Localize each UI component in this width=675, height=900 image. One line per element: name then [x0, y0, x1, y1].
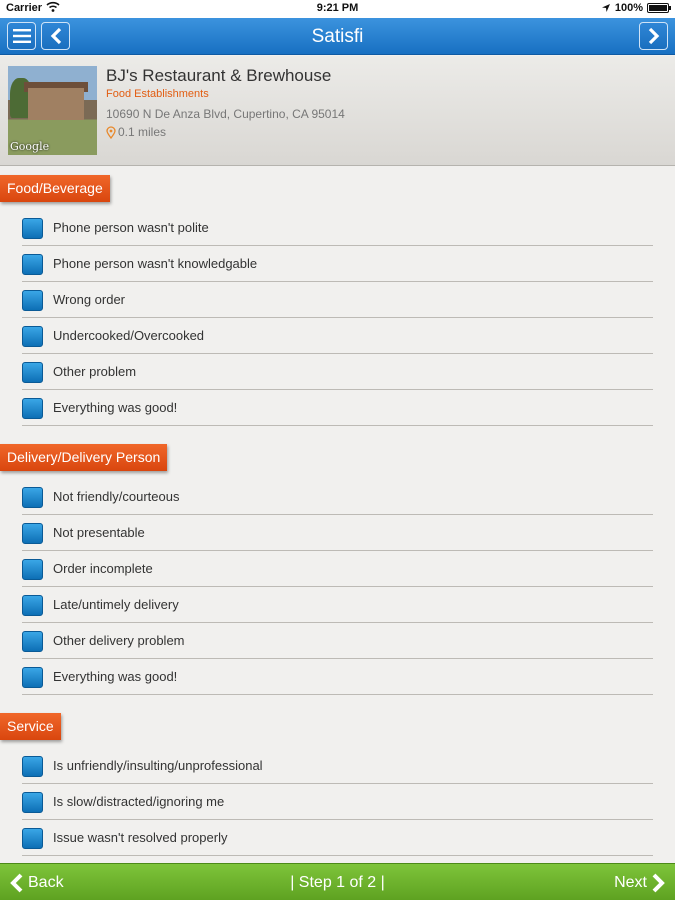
business-category: Food Establishments — [106, 88, 209, 100]
checkbox[interactable] — [22, 667, 43, 688]
checkbox[interactable] — [22, 398, 43, 419]
item-label: Everything was good! — [53, 400, 178, 415]
feedback-list[interactable] — [0, 166, 675, 863]
location-arrow-icon — [601, 3, 611, 13]
back-label: Back — [28, 874, 64, 891]
business-distance — [106, 125, 166, 139]
section-header-food-beverage: Food/Beverage — [0, 175, 110, 202]
page-title: Satisfi — [311, 26, 364, 47]
checkbox[interactable] — [22, 290, 43, 311]
list-item[interactable] — [22, 551, 653, 587]
list-item[interactable] — [22, 623, 653, 659]
next-label: Next — [614, 874, 647, 891]
nav-bar — [0, 18, 675, 55]
list-item[interactable] — [22, 784, 653, 820]
chevron-right-icon — [647, 27, 661, 45]
step-indicator: | Step 1 of 2 | — [290, 874, 385, 891]
list-item[interactable] — [22, 479, 653, 515]
list-item[interactable] — [22, 390, 653, 426]
next-button[interactable] — [614, 873, 667, 893]
battery-percent: 100% — [614, 2, 643, 14]
checkbox[interactable] — [22, 326, 43, 347]
item-label: Late/untimely delivery — [53, 597, 179, 612]
business-name: BJ's Restaurant & Brewhouse — [106, 66, 332, 85]
list-item[interactable] — [22, 748, 653, 784]
battery-status — [601, 2, 669, 14]
checkbox[interactable] — [22, 487, 43, 508]
chevron-right-icon — [651, 873, 667, 893]
item-label: Phone person wasn't polite — [53, 220, 209, 235]
map-pin-icon — [106, 126, 116, 139]
item-label: Other delivery problem — [53, 633, 185, 648]
checkbox[interactable] — [22, 254, 43, 275]
item-label: Not friendly/courteous — [53, 489, 180, 504]
list-item[interactable] — [22, 210, 653, 246]
bottom-nav-bar — [0, 863, 675, 900]
list-item[interactable] — [22, 282, 653, 318]
checkbox[interactable] — [22, 595, 43, 616]
distance-label: 0.1 miles — [118, 125, 167, 139]
section-header-delivery: Delivery/Delivery Person — [0, 444, 167, 471]
item-label: Other problem — [53, 364, 137, 379]
checkbox[interactable] — [22, 828, 43, 849]
list-item-partial[interactable] — [22, 856, 653, 863]
battery-icon — [647, 3, 669, 13]
business-header — [0, 56, 675, 166]
clock: 9:21 PM — [316, 2, 359, 14]
item-label: Is slow/distracted/ignoring me — [53, 794, 225, 809]
item-label: Wrong order — [53, 292, 126, 307]
checkbox[interactable] — [22, 218, 43, 239]
nav-forward-button[interactable] — [639, 22, 668, 50]
checkbox[interactable] — [22, 756, 43, 777]
item-label: Order incomplete — [53, 561, 153, 576]
list-item[interactable] — [22, 587, 653, 623]
business-address: 10690 N De Anza Blvd, Cupertino, CA 95014 — [106, 107, 345, 121]
status-bar — [0, 0, 675, 18]
checkbox[interactable] — [22, 631, 43, 652]
item-label: Not presentable — [53, 525, 145, 540]
building-shape — [28, 88, 84, 120]
checkbox[interactable] — [22, 362, 43, 383]
list-item[interactable] — [22, 515, 653, 551]
list-item[interactable] — [22, 820, 653, 856]
section-header-service: Service — [0, 713, 61, 740]
item-label: Is unfriendly/insulting/unprofessional — [53, 758, 263, 773]
business-photo — [8, 66, 97, 155]
item-label: Undercooked/Overcooked — [53, 328, 205, 343]
list-item[interactable] — [22, 246, 653, 282]
list-item[interactable] — [22, 318, 653, 354]
item-label: Phone person wasn't knowledgable — [53, 256, 258, 271]
checkbox[interactable] — [22, 792, 43, 813]
list-item[interactable] — [22, 659, 653, 695]
checkbox[interactable] — [22, 559, 43, 580]
list-item[interactable] — [22, 354, 653, 390]
photo-credit: Google — [10, 140, 50, 153]
checkbox[interactable] — [22, 523, 43, 544]
item-label: Issue wasn't resolved properly — [53, 830, 228, 845]
item-label: Everything was good! — [53, 669, 178, 684]
carrier-label: Carrier — [6, 2, 43, 14]
